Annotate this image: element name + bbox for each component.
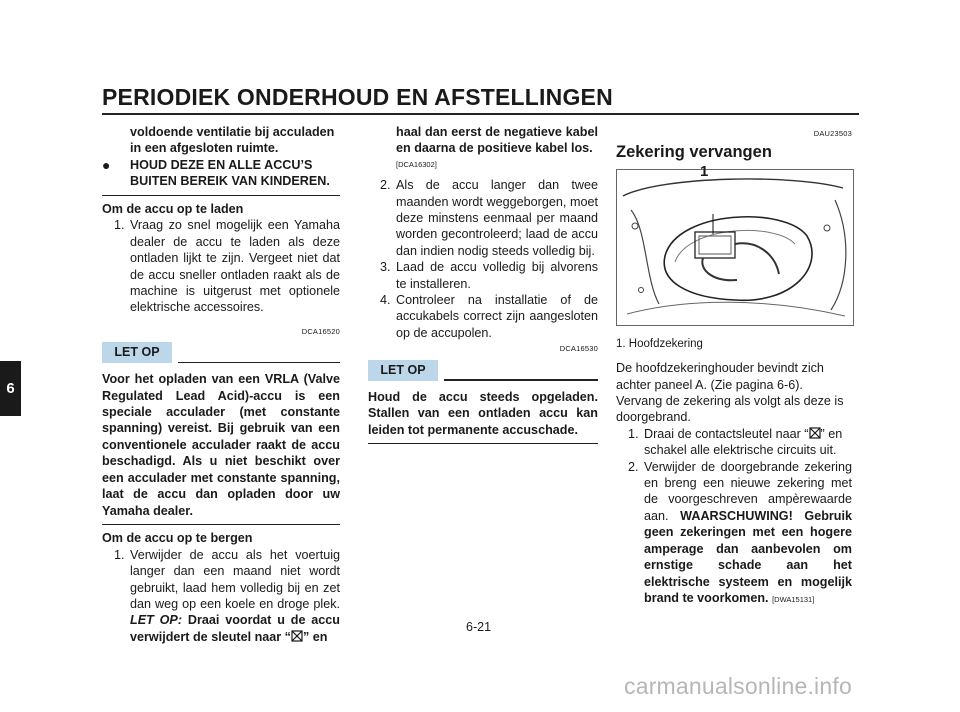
column-2	[368, 124, 598, 449]
paragraph: De hoofdzekeringhouder bevindt zich achter paneel A. (Zie pagina 6-6).	[616, 361, 824, 392]
chapter-tab: 6	[0, 361, 21, 416]
step-text: Als de accu langer dan twee maanden wordt weggeborgen, moet deze minstens eenmaal per maand worden gecontroleerd; laad de accu dan indien nodig steeds volledig bij.	[396, 178, 598, 258]
store-step-4	[368, 292, 598, 341]
letop-code: [DCA16302]	[396, 159, 437, 169]
paragraph: Vervang de zekering als volgt als deze is doorgebrand.	[616, 394, 844, 425]
warning-continued-line: in een afgesloten ruimte.	[130, 141, 279, 156]
step-number: 4.	[380, 293, 391, 308]
step-text-a: Draai de contactsleutel naar “	[644, 426, 809, 441]
notice-header	[368, 360, 598, 381]
step-text: Controleer na installatie of de accukabels correct zijn aangesloten op de accupolen.	[396, 293, 598, 340]
step-number: 1.	[114, 218, 125, 233]
page-title: PERIODIEK ONDERHOUD EN AFSTELLINGEN	[102, 84, 613, 110]
column-3	[616, 126, 852, 608]
key-off-icon	[291, 630, 303, 642]
inline-letop-text-b: ” en	[302, 629, 328, 644]
store-heading: Om de accu op te bergen	[102, 531, 253, 546]
bullet-icon: ●	[102, 156, 111, 173]
warning-code: [DWA15131]	[772, 594, 815, 604]
figure-callout: 1	[700, 163, 709, 180]
store-step-2	[368, 177, 598, 259]
charge-step-1	[102, 217, 340, 315]
step-text: Vraag zo snel mogelijk een Yamaha dealer de accu te laden als deze ontladen lijkt te zijn. Vergeet niet dat de accu sneller ontladen raakt als de machine is uitgerust met optionele elektrische accessoires.	[130, 218, 340, 315]
inline-letop-text-a: Draai voordat u de accu verwijdert de sleutel naar “	[130, 613, 340, 644]
letop-continued: haal dan eerst de negatieve kabel en daarna de positieve kabel los.	[396, 125, 598, 156]
warning-text: WAARSCHUWING! Gebruik geen zekeringen met een hogere amperage dan aanbevolen om ernstige schade aan het elektrische systeem en mogelijk brand te voorkomen.	[644, 508, 853, 605]
divider	[368, 443, 598, 444]
page-number: 6-21	[466, 620, 492, 634]
store-step-3	[368, 259, 598, 292]
warning-continued-line: voldoende ventilatie bij acculaden	[130, 125, 335, 139]
notice-code: DCA16520	[301, 326, 340, 336]
divider	[102, 195, 340, 196]
store-step-1	[102, 547, 340, 645]
step-number: 3.	[380, 260, 391, 275]
notice-label: LET OP	[102, 342, 172, 363]
step-text: Verwijder de doorgebrande zekering en breng een nieuwe zekering met de voorgeschreven ampèrewaarde aan.	[644, 459, 852, 523]
notice-text: Houd de accu steeds opgeladen. Stallen van een ontladen accu kan leiden tot permanente accuschade.	[368, 389, 598, 437]
fuse-step-2	[616, 459, 852, 609]
notice-text: Voor het opladen van een VRLA (Valve Regulated Lead Acid)-accu is een speciale acculader (met constante spanning) vereist. Bij gebruik van een conventionele acculader raakt de accu beschadigd. Als u niet beschikt over een acculader met constante spanning, laat de accu dan opladen door uw Yamaha dealer.	[102, 372, 340, 518]
fuse-step-1	[616, 426, 852, 459]
figure-caption: 1. Hoofdzekering	[616, 337, 703, 350]
notice-rule	[178, 362, 340, 363]
section-heading: Zekering vervangen	[616, 143, 772, 162]
charge-heading: Om de accu op te laden	[102, 202, 244, 217]
step-number: 1.	[114, 547, 125, 562]
fuse-illustration	[617, 170, 853, 325]
inline-letop: LET OP:	[130, 613, 183, 628]
step-number: 1.	[628, 426, 639, 441]
divider	[102, 524, 340, 525]
bullet-text: HOUD DEZE EN ALLE ACCU’S BUITEN BEREIK VAN KINDEREN.	[130, 157, 330, 189]
warning-bullet	[102, 157, 340, 190]
title-rule	[102, 113, 859, 115]
key-off-icon	[809, 427, 821, 439]
step-number: 2.	[380, 178, 391, 193]
step-text-b: ” en schakel alle elektrische circuits uit.	[644, 426, 843, 458]
notice-code: DCA16530	[559, 344, 598, 354]
step-number: 2.	[628, 459, 639, 474]
notice-rule	[444, 379, 598, 380]
notice-label: LET OP	[368, 360, 438, 381]
fuse-figure	[616, 169, 854, 326]
step-text: Verwijder de accu als het voertuig langer dan een maand niet wordt gebruikt, laad hem volledig bij en zet dan weg op een koele en droge plek.	[130, 547, 340, 611]
watermark: carmanualsonline.info	[624, 673, 852, 699]
column-1	[102, 124, 340, 645]
notice-header	[102, 342, 340, 363]
step-text: Laad de accu volledig bij alvorens te installeren.	[396, 260, 598, 291]
section-code: DAU23503	[813, 129, 852, 138]
